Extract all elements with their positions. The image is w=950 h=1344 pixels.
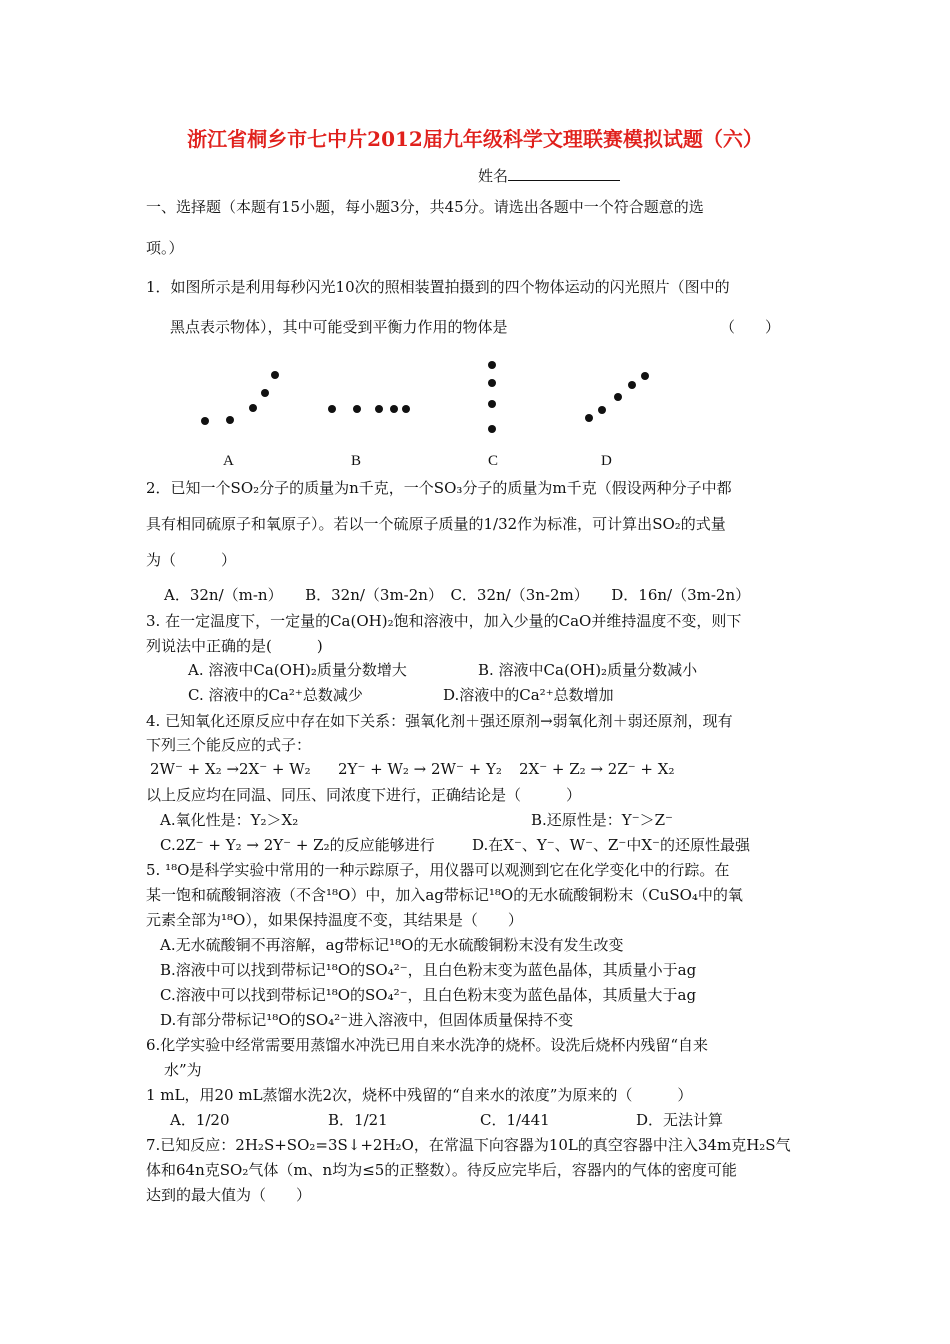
dot [201,417,209,425]
q5-option-d: D.有部分带标记¹⁸O的SO₄²⁻进入溶液中，但固体质量保持不变 [160,1011,574,1029]
page-title: 浙江省桐乡市七中片2012届九年级科学文理联赛模拟试题（六） [187,127,763,151]
q6-option-b: B．1/21 [328,1111,388,1129]
q3-line2: 列说法中正确的是( ) [146,637,323,655]
q6-option-d: D．无法计算 [636,1111,724,1129]
figure-b-dots [328,405,410,413]
figure-label-b: B [351,453,362,469]
dot [585,414,593,422]
q3-option-c: C. 溶液中的Ca²⁺总数减少 [188,686,363,704]
q4-option-c: C.2Z⁻ + Y₂ → 2Y⁻ + Z₂的反应能够进行 [160,836,435,854]
q4-equation-3: 2X⁻ + Z₂ → 2Z⁻ + X₂ [519,760,675,778]
q4-line1: 4. 已知氧化还原反应中存在如下关系：强氧化剂＋强还原剂→弱氧化剂＋弱还原剂，现有 [146,712,733,730]
q5-line3: 元素全部为¹⁸O），如果保持温度不变，其结果是（ ） [146,911,523,929]
dot [226,416,234,424]
dot [390,405,398,413]
q4-equation-1: 2W⁻ + X₂ →2X⁻ + W₂ [150,760,311,778]
q1-figure [146,355,686,470]
q1-line2: 黑点表示物体），其中可能受到平衡力作用的物体是 [170,318,508,336]
q4-line2: 下列三个能反应的式子： [146,736,312,754]
dot [328,405,336,413]
q4-option-d: D.在X⁻、Y⁻、W⁻、Z⁻中X⁻的还原性最强 [472,836,750,854]
q7-line1: 7.已知反应：2H₂S+SO₂=3S↓+2H₂O，在常温下向容器为10L的真空容器中注入34m克H₂S气 [146,1136,791,1154]
q5-line1: 5. ¹⁸O是科学实验中常用的一种示踪原子，用仪器可以观测到它在化学变化中的行踪。在 [146,861,730,879]
section-heading-line1: 一、选择题（本题有15小题，每小题3分，共45分。请选出各题中一个符合题意的选 [146,198,704,216]
name-field [478,165,620,186]
q1-bracket: （ ） [720,318,781,336]
dot [261,389,269,397]
section-heading-line2: 项。） [146,239,184,257]
figure-label-d: D [601,453,612,469]
dot [353,405,361,413]
dot [614,393,622,401]
q7-line3: 达到的最大值为（ ） [146,1186,312,1204]
q3-option-d: D.溶液中的Ca²⁺总数增加 [443,686,614,704]
q2-options: A．32n/（m-n） B．32n/（3m-2n） C．32n/（3n-2m） D．16n/（3m-2n） [164,586,751,604]
q3-option-b: B. 溶液中Ca(OH)₂质量分数减小 [478,661,698,679]
q6-option-c: C．1/441 [480,1111,550,1129]
q6-line2: 水”为 [164,1061,202,1079]
figure-d-dots [585,372,649,422]
dot [488,425,496,433]
dot [641,372,649,380]
q4-line3: 以上反应均在同温、同压、同浓度下进行，正确结论是（ ） [146,786,582,804]
figure-label-a: A [223,453,234,469]
dot [598,406,606,414]
q5-option-a: A.无水硫酸铜不再溶解，ag带标记¹⁸O的无水硫酸铜粉末没有发生改变 [160,936,624,954]
q5-option-b: B.溶液中可以找到带标记¹⁸O的SO₄²⁻，且白色粉末变为蓝色晶体，其质量小于ag [160,961,697,979]
q4-equation-2: 2Y⁻ + W₂ → 2W⁻ + Y₂ [338,760,502,778]
dot [249,404,257,412]
figure-label-c: C [488,453,499,469]
dot [271,371,279,379]
q6-line1: 6.化学实验中经常需要用蒸馏水冲洗已用自来水洗净的烧杯。设洗后烧杯内残留“自来 [146,1036,708,1054]
dot [488,361,496,369]
q4-option-a: A.氧化性是：Y₂＞X₂ [160,811,299,829]
name-blank[interactable] [508,166,620,181]
dot [488,379,496,387]
q2-line3: 为（ ） [146,551,237,569]
q4-option-b: B.还原性是：Y⁻＞Z⁻ [531,811,673,829]
dot [488,400,496,408]
q5-line2: 某一饱和硫酸铜溶液（不含¹⁸O）中，加入ag带标记¹⁸O的无水硫酸铜粉末（CuSO₄中的氧 [146,886,743,904]
q2-line1: 2．已知一个SO₂分子的质量为n千克，一个SO₃分子的质量为m千克（假设两种分子中都 [146,479,732,497]
q7-line2: 体和64n克SO₂气体（m、n均为≤5的正整数）。待反应完毕后，容器内的气体的密度可能 [146,1161,737,1179]
figure-a-dots [201,371,279,425]
q3-option-a: A. 溶液中Ca(OH)₂质量分数增大 [188,661,407,679]
dot [628,381,636,389]
dot [375,405,383,413]
q5-option-c: C.溶液中可以找到带标记¹⁸O的SO₄²⁻，且白色粉末变为蓝色晶体，其质量大于ag [160,986,697,1004]
name-label: 姓名 [478,167,509,185]
dot [402,405,410,413]
q6-option-a: A．1/20 [170,1111,230,1129]
q3-line1: 3. 在一定温度下，一定量的Ca(OH)₂饱和溶液中，加入少量的CaO并维持温度不变，则下 [146,612,742,630]
q1-line1: 1．如图所示是利用每秒闪光10次的照相装置拍摄到的四个物体运动的闪光照片（图中的 [146,278,730,296]
q6-line3: 1 mL，用20 mL蒸馏水洗2次，烧杯中残留的“自来水的浓度”为原来的（ ） [146,1086,693,1104]
q2-line2: 具有相同硫原子和氧原子）。若以一个硫原子质量的1/32作为标准，可计算出SO₂的式量 [146,515,726,533]
figure-c-dots [488,361,496,433]
